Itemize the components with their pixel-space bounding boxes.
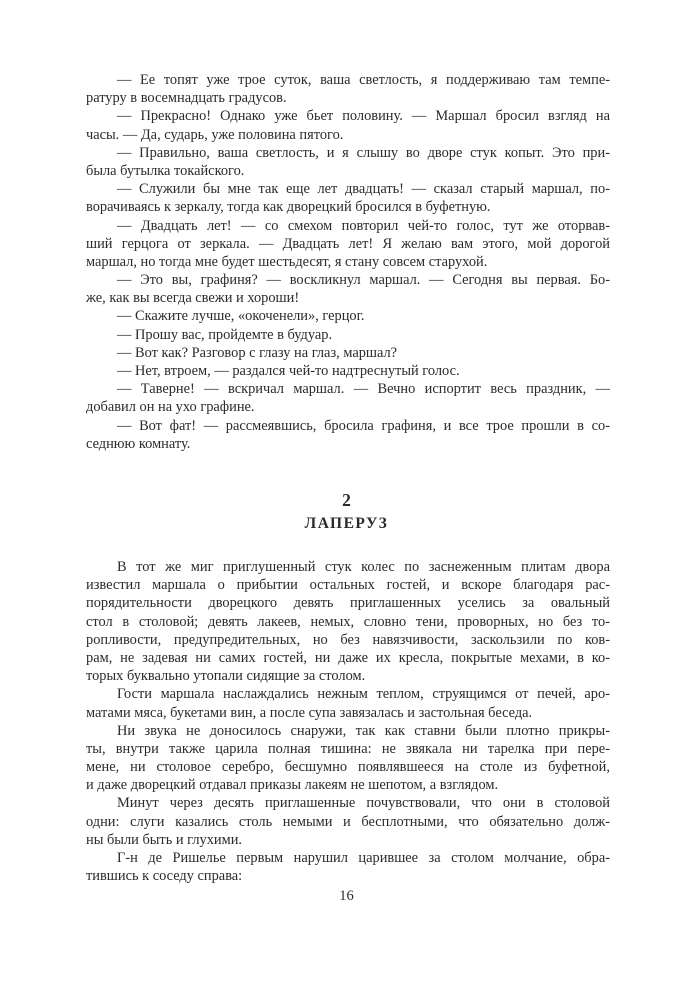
text-line: — Служили бы мне так еще лет двадцать! — сказал старый маршал, по- [117,181,610,198]
text-line: Г-н де Ришелье первым нарушил царившее за столом молчание, обра- [117,850,610,866]
text-line: Ни звука не доносилось снаружи, так как ставни были плотно прикры- [117,722,610,739]
text-line: — Вот фат! — рассмеявшись, бросила графиня, и все трое прошли в со- [117,417,610,434]
paragraph [86,380,610,416]
text-line: ший герцога от зеркала. — Двадцать лет! Я желаю вам этого, мой дорогой [86,235,610,252]
text-line: седнюю комнату. [86,435,191,452]
text-line: добавил он на ухо графине. [86,399,255,416]
text-line: тившись к соседу справа: [86,868,243,885]
text-line: порядительности дворецкого девять приглашенных уселись за овальный [86,595,610,612]
text-line: Минут через десять приглашенные почувствовали, что они в столовой [117,795,610,812]
text-line: часы. — Да, сударь, уже половина пятого. [86,126,344,143]
paragraph [86,344,610,362]
paragraph [86,362,610,380]
text-line: матами мяса, букетами вин, а после супа завязалась и застольная беседа. [86,704,533,721]
text-line: ны были быть и глухими. [86,831,243,848]
paragraph [86,417,610,453]
text-line: — Нет, втроем, — раздался чей-то надтреснутый голос. [117,363,460,379]
text-line: — Прошу вас, пройдемте в будуар. [117,326,333,343]
text-line: В тот же миг приглушенный стук колес по заснеженным плитам двора [117,559,610,575]
paragraph [86,326,610,344]
paragraph [86,217,610,272]
dialogue-section [86,71,610,453]
text-line: мене, ни столовое серебро, бесшумно появлявшееся на столе из буфетной, [86,759,610,776]
text-line: ратуру в восемнадцать градусов. [86,90,287,107]
chapter-title: ЛАПЕРУЗ [304,515,389,532]
text-line: Гости маршала наслаждались нежным теплом, струящимся от печей, аро- [117,686,610,703]
chapter-body-section [86,558,610,885]
text-line: торых буквально утопали сидящие за столом. [86,668,366,685]
text-line: — Ее топят уже трое суток, ваша светлость, я поддерживаю там темпе- [117,72,610,88]
paragraph [86,722,610,795]
text-line: ворачиваясь к зеркалу, тогда как дворецкий бросился в буфетную. [86,199,491,216]
text-line: — Скажите лучше, «окоченели», герцог. [117,308,365,325]
text-line: одни: слуги казались столь немыми и бесплотными, что обязательно долж- [86,813,610,830]
paragraph [86,271,610,307]
paragraph [86,849,610,885]
text-line: — Это вы, графиня? — воскликнул маршал. — Сегодня вы первая. Бо- [117,272,610,289]
paragraph [86,685,610,721]
text-line: маршал, но тогда мне будет шестьдесят, я стану совсем старухой. [86,253,488,270]
chapter-number: 2 [342,490,351,510]
paragraph [86,144,610,180]
paragraph [86,180,610,216]
paragraph [86,558,610,685]
paragraph [86,307,610,325]
text-line: — Прекрасно! Однако уже бьет половину. — Маршал бросил взгляд на [117,108,610,125]
text-line: — Двадцать лет! — со смехом повторил чей-то голос, тут же оторвав- [117,217,610,234]
text-line: была бутылка токайского. [86,162,245,179]
text-line: стол в столовой; девять лакеев, немых, словно тени, проворных, но без то- [86,613,610,630]
text-line: известил маршала о прибытии остальных гостей, и вскоре благодаря рас- [86,577,610,594]
text-line: — Таверне! — вскричал маршал. — Вечно испортит весь праздник, — [117,381,610,398]
text-line: рам, не задевая ни самих гостей, ни даже их кресла, покрытые мехами, в ко- [86,649,610,666]
paragraph [86,794,610,849]
paragraph [86,107,610,143]
text-line: — Вот как? Разговор с глазу на глаз, маршал? [117,344,398,361]
text-line: же, как вы всегда свежи и хороши! [86,290,300,307]
text-line: ропливости, предупредительных, но без навязчивости, заскользили по ков- [86,631,610,648]
text-line: ты, внутри также царила полная тишина: не звякала ни тарелка при пере- [86,740,610,757]
text-line: — Правильно, ваша светлость, и я слышу во дворе стук копыт. Это при- [117,144,610,161]
paragraph [86,71,610,107]
page-number: 16 [339,888,354,904]
text-line: и даже дворецкий отдавал приказы лакеям не шепотом, а взглядом. [86,777,499,794]
